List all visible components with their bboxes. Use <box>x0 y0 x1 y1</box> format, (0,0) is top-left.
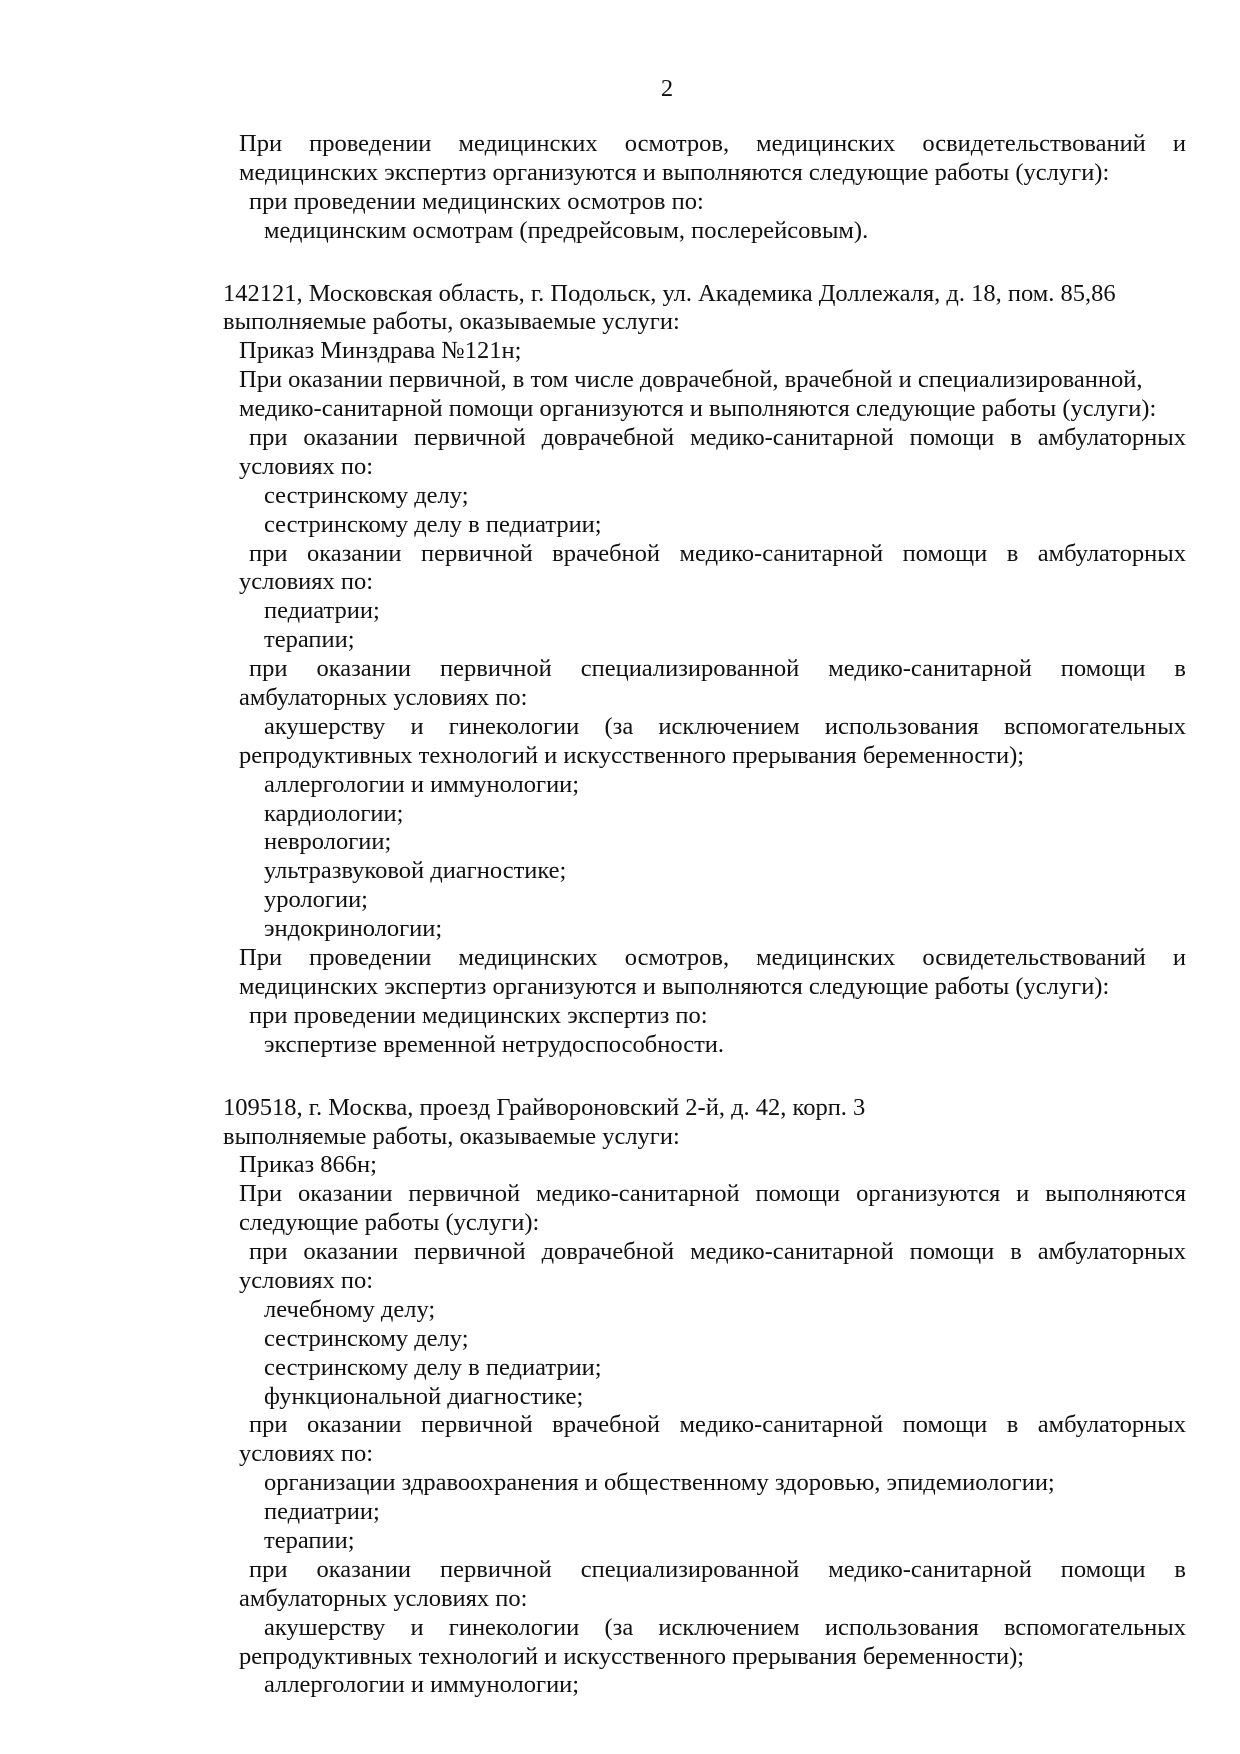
text-line: неврологии; <box>264 828 392 856</box>
address-line: выполняемые работы, оказываемые услуги: <box>223 1122 680 1150</box>
text-line: медицинских экспертиз организуются и выполняются следующие работы (услуги): <box>239 972 1110 1000</box>
text-line: медицинским осмотрам (предрейсовым, послерейсовым). <box>264 216 869 244</box>
text-line: сестринскому делу в педиатрии; <box>264 510 602 538</box>
text-line: следующие работы (услуги): <box>239 1209 540 1237</box>
text-line: при оказании первичной врачебной медико-санитарной помощи в амбулаторных <box>249 539 1186 567</box>
text-line: Приказ 866н; <box>239 1151 377 1179</box>
text-line: репродуктивных технологий и искусственного прерывания беременности); <box>239 741 1025 769</box>
text-line: медико-санитарной помощи организуются и выполняются следующие работы (услуги): <box>239 395 1157 423</box>
text-line: эндокринологии; <box>264 915 443 943</box>
text-line: при оказании первичной врачебной медико-санитарной помощи в амбулаторных <box>249 1411 1186 1439</box>
text-line: при оказании первичной доврачебной медико-санитарной помощи в амбулаторных <box>249 424 1186 452</box>
text-line: аллергологии и иммунологии; <box>264 770 580 798</box>
text-line: При проведении медицинских осмотров, медицинских освидетельствований и <box>239 130 1186 157</box>
text-line: аллергологии и иммунологии; <box>264 1671 580 1699</box>
text-line: амбулаторных условиях по: <box>239 1584 528 1612</box>
text-line: акушерству и гинекологии (за исключением использования вспомогательных <box>264 712 1186 740</box>
text-line: кардиологии; <box>264 799 404 827</box>
text-line: лечебному делу; <box>264 1295 436 1323</box>
text-line: при оказании первичной специализированной медико-санитарной помощи в <box>249 655 1186 683</box>
address-line: 109518, г. Москва, проезд Грайвороновский 2-й, д. 42, корп. 3 <box>223 1093 866 1121</box>
text-line: При оказании первичной медико-санитарной помощи организуются и выполняются <box>239 1180 1186 1208</box>
text-line: репродуктивных технологий и искусственного прерывания беременности); <box>239 1642 1025 1670</box>
text-line: акушерству и гинекологии (за исключением использования вспомогательных <box>264 1613 1186 1641</box>
text-line: урологии; <box>264 886 368 914</box>
text-line: при проведении медицинских осмотров по: <box>249 187 704 215</box>
text-line: при оказании первичной специализированной медико-санитарной помощи в <box>249 1555 1186 1583</box>
address-line: выполняемые работы, оказываемые услуги: <box>223 308 680 336</box>
text-line: условиях по: <box>239 1440 374 1468</box>
text-line: Приказ Минздрава №121н; <box>239 337 522 365</box>
text-line: функциональной диагностике; <box>264 1382 584 1410</box>
text-line: амбулаторных условиях по: <box>239 684 528 712</box>
text-line: ультразвуковой диагностике; <box>264 857 567 885</box>
text-line: сестринскому делу; <box>264 1324 469 1352</box>
text-line: при проведении медицинских экспертиз по: <box>249 1001 708 1029</box>
text-line: экспертизе временной нетрудоспособности. <box>264 1030 725 1058</box>
text-line: условиях по: <box>239 452 374 480</box>
text-line: педиатрии; <box>264 1498 380 1526</box>
text-line: При оказании первичной, в том числе доврачебной, врачебной и специализированной, <box>239 366 1143 394</box>
text-line: сестринскому делу в педиатрии; <box>264 1353 602 1381</box>
text-line: условиях по: <box>239 568 374 596</box>
address-line: 142121, Московская область, г. Подольск, ул. Академика Доллежаля, д. 18, пом. 85,86 <box>223 279 1116 307</box>
page-number: 2 <box>660 75 674 102</box>
text-line: терапии; <box>264 626 355 654</box>
text-line: педиатрии; <box>264 597 380 625</box>
text-line: организации здравоохранения и общественному здоровью, эпидемиологии; <box>264 1469 1055 1497</box>
text-line: терапии; <box>264 1526 355 1554</box>
text-line: сестринскому делу; <box>264 481 469 509</box>
text-line: при оказании первичной доврачебной медико-санитарной помощи в амбулаторных <box>249 1238 1186 1266</box>
text-line: При проведении медицинских осмотров, медицинских освидетельствований и <box>239 944 1186 972</box>
document-body <box>0 130 1240 1700</box>
text-line: условиях по: <box>239 1266 374 1294</box>
text-line: медицинских экспертиз организуются и выполняются следующие работы (услуги): <box>239 158 1110 186</box>
